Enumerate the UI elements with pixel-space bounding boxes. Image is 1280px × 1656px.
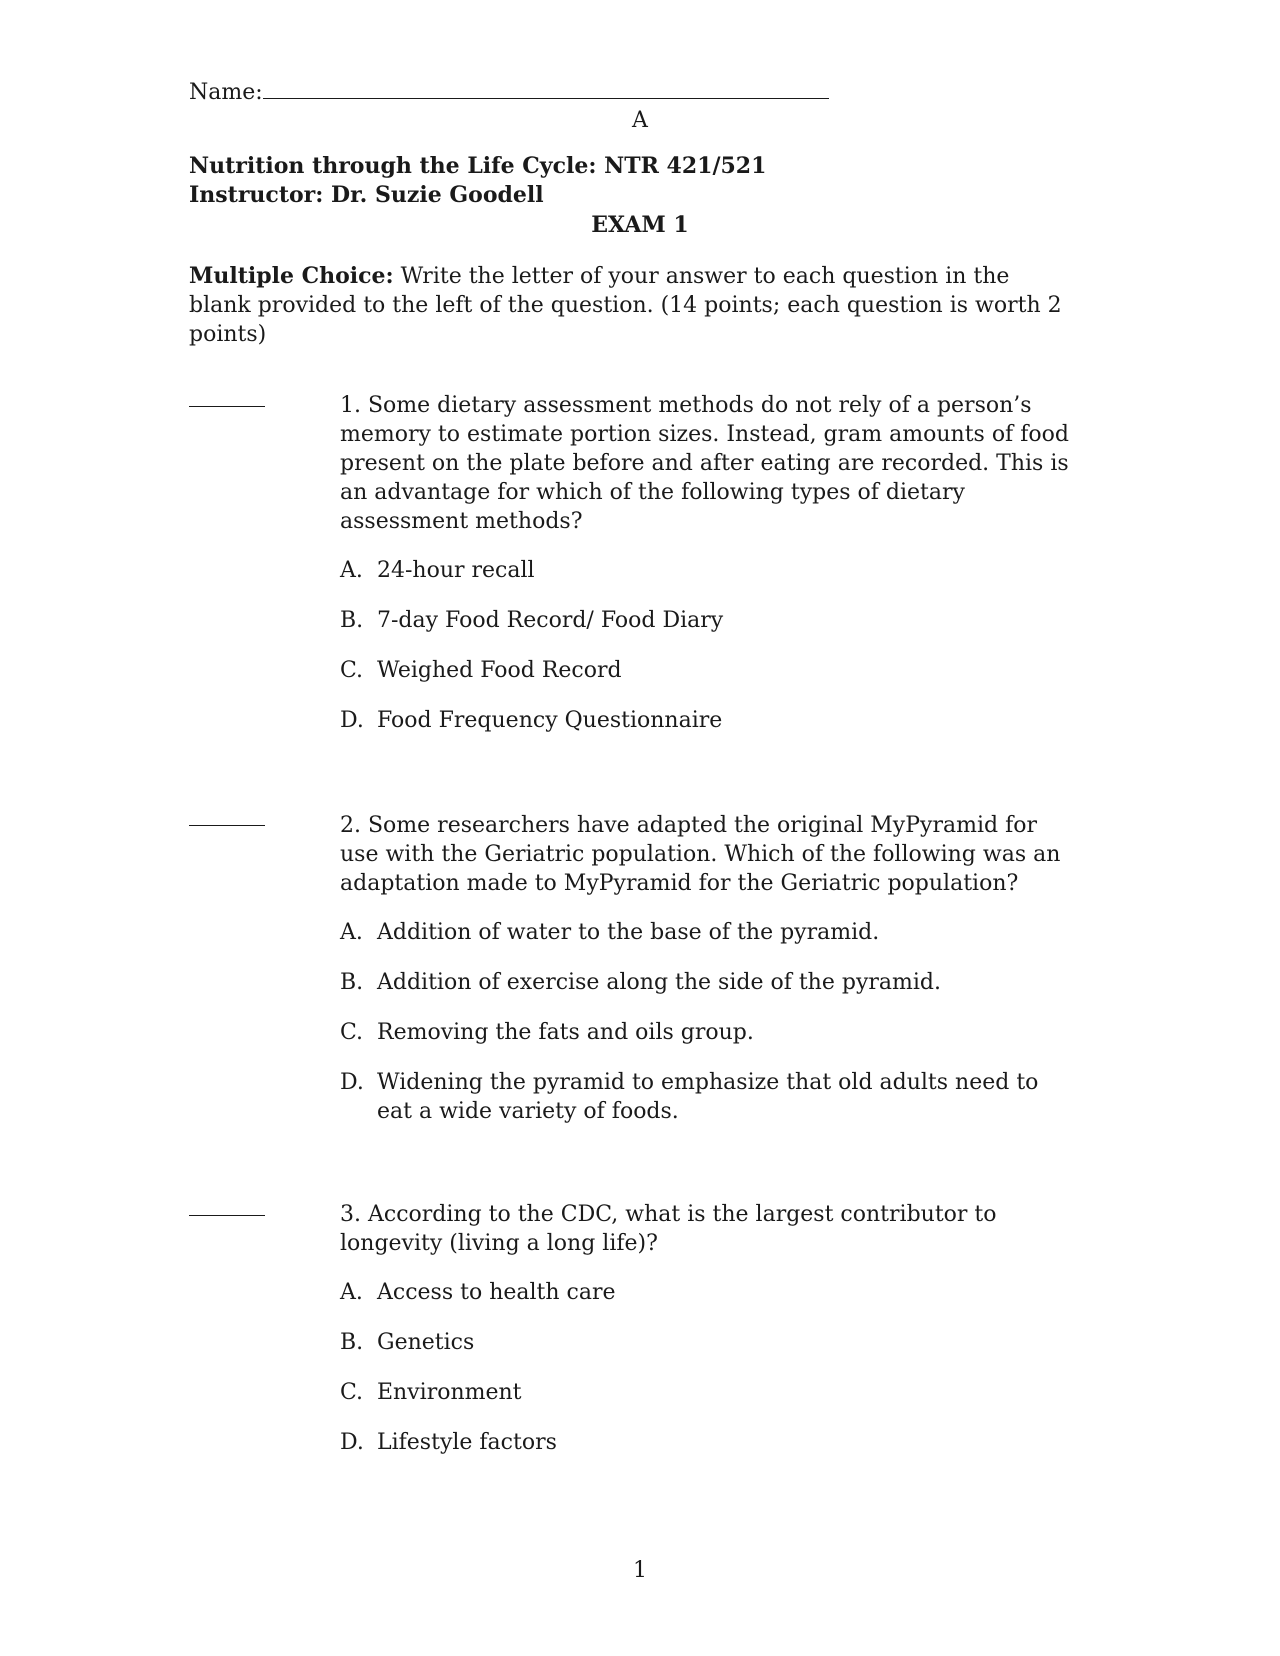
option-text: Weighed Food Record [377, 658, 622, 683]
question-stem: 1. Some dietary assessment methods do not rely of a person’s memory to estimate portion sizes. Instead, gram amounts of food present on the plate before and after eating are recorded. This is an advantage for which of the following types of dietary assessment methods? [340, 393, 1069, 534]
option-letter: B. [340, 1330, 364, 1355]
option-a [340, 918, 1080, 947]
exam-title: EXAM 1 [591, 212, 689, 238]
name-field [189, 76, 829, 107]
option-text: Access to health care [377, 1280, 616, 1305]
option-d [340, 1068, 1080, 1126]
course-title: Nutrition through the Life Cycle: NTR 421/521 [189, 153, 767, 179]
option-letter: D. [340, 1070, 364, 1095]
question-2 [340, 811, 1080, 1147]
option-a [340, 556, 1080, 585]
name-blank[interactable] [263, 76, 829, 99]
option-letter: B. [340, 970, 364, 995]
instructor-name: Instructor: Dr. Suzie Goodell [189, 182, 544, 208]
option-letter: A. [340, 558, 363, 583]
exam-version: A [632, 108, 648, 133]
option-b [340, 1328, 1080, 1357]
option-c [340, 656, 1080, 685]
option-a [340, 1278, 1080, 1307]
option-text: 24-hour recall [377, 558, 535, 583]
option-text: Removing the fats and oils group. [377, 1020, 754, 1045]
option-c [340, 1378, 1080, 1407]
option-text: Addition of water to the base of the pyramid. [377, 920, 880, 945]
option-text: Food Frequency Questionnaire [377, 708, 723, 733]
option-text: Addition of exercise along the side of the pyramid. [377, 970, 941, 995]
answer-blank-1[interactable] [189, 406, 265, 407]
option-letter: C. [340, 1380, 364, 1405]
answer-blank-3[interactable] [189, 1215, 265, 1216]
instructions-label: Multiple Choice: [189, 263, 394, 289]
question-3 [340, 1200, 1080, 1478]
option-text: Genetics [377, 1330, 475, 1355]
option-letter: C. [340, 658, 364, 683]
option-b [340, 606, 1080, 635]
option-text: 7-day Food Record/ Food Diary [377, 608, 724, 633]
option-text: Widening the pyramid to emphasize that old adults need to eat a wide variety of foods. [377, 1070, 1039, 1124]
option-letter: C. [340, 1020, 364, 1045]
option-letter: D. [340, 1430, 364, 1455]
question-stem: 3. According to the CDC, what is the largest contributor to longevity (living a long life)? [340, 1202, 997, 1256]
option-b [340, 968, 1080, 997]
option-d [340, 706, 1080, 735]
option-letter: B. [340, 608, 364, 633]
option-d [340, 1428, 1080, 1457]
page-number: 1 [633, 1558, 647, 1583]
option-letter: A. [340, 1280, 363, 1305]
question-1 [340, 391, 1080, 756]
option-letter: A. [340, 920, 363, 945]
instructions-text: Write the letter of your answer to each question in the blank provided to the left of the question. (14 points; each question is worth 2 points) [189, 264, 1062, 347]
instructions [189, 262, 1069, 349]
option-c [340, 1018, 1080, 1047]
question-stem: 2. Some researchers have adapted the original MyPyramid for use with the Geriatric population. Which of the following was an adaptation made to MyPyramid for the Geriatric population? [340, 813, 1061, 896]
answer-blank-2[interactable] [189, 825, 265, 826]
option-text: Lifestyle factors [377, 1430, 557, 1455]
name-label: Name: [189, 80, 263, 105]
option-text: Environment [377, 1380, 522, 1405]
option-letter: D. [340, 708, 364, 733]
